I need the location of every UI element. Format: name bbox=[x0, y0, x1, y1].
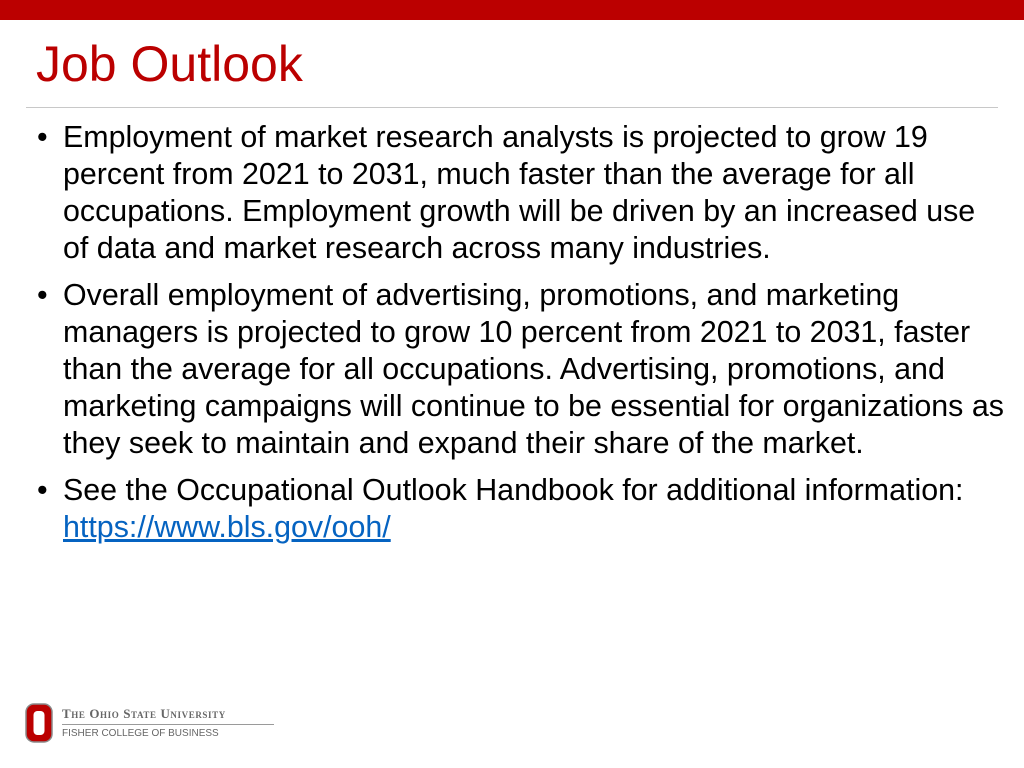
ooh-link[interactable]: https://www.bls.gov/ooh/ bbox=[63, 510, 391, 544]
block-o-icon bbox=[25, 703, 53, 743]
bullet-item-analysts bbox=[30, 119, 1005, 267]
top-accent-bar bbox=[0, 0, 1024, 20]
bullet-text: Overall employment of advertising, promotions, and marketing managers is projected to grow 10 percent from 2021 to 2031, faster than the average for all occupations. Advertising, promotions, and marketing campaigns will continue to be essential for organizations as they seek to maintain and expand their share of the market. bbox=[63, 278, 1004, 460]
bullet-marker: • bbox=[37, 473, 48, 507]
university-logo bbox=[25, 701, 305, 745]
bullet-marker: • bbox=[37, 120, 48, 154]
bullet-list bbox=[30, 119, 1005, 556]
title-divider bbox=[26, 107, 998, 108]
bullet-text: Employment of market research analysts is projected to grow 19 percent from 2021 to 2031, much faster than the average for all occupations. Employment growth will be driven by an increased use of data and market research across many industries. bbox=[63, 120, 976, 265]
logo-university-name bbox=[62, 706, 226, 721]
logo-divider bbox=[62, 724, 274, 725]
bullet-marker: • bbox=[37, 278, 48, 312]
bullet-item-handbook bbox=[30, 472, 1005, 546]
logo-university-text: The Ohio State University bbox=[62, 706, 226, 721]
logo-college-name: FISHER COLLEGE OF BUSINESS bbox=[62, 728, 219, 739]
bullet-item-managers bbox=[30, 277, 1005, 462]
slide-title: Job Outlook bbox=[36, 36, 303, 92]
bullet-text: See the Occupational Outlook Handbook for additional information: bbox=[63, 473, 964, 507]
